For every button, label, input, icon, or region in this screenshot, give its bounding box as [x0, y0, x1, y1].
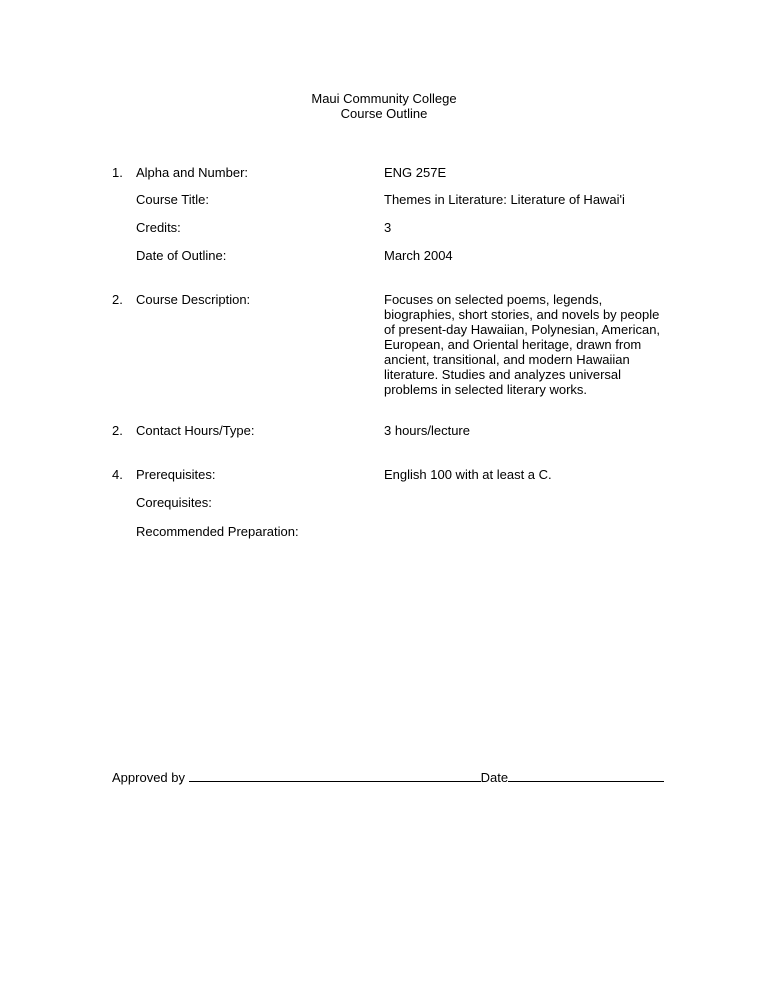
alpha-number-value: ENG 257E	[384, 165, 447, 180]
alpha-number-label: Alpha and Number:	[136, 165, 249, 180]
date-of-outline-label: Date of Outline:	[136, 248, 227, 263]
item-number: 2.	[112, 423, 123, 438]
item-number: 1.	[112, 165, 123, 180]
document-header	[0, 91, 768, 121]
credits-value: 3	[384, 220, 392, 235]
corequisites-label: Corequisites:	[136, 495, 212, 510]
course-title-label: Course Title:	[136, 192, 209, 207]
prerequisites-label: Prerequisites:	[136, 467, 216, 482]
recommended-preparation-label: Recommended Preparation:	[136, 524, 299, 539]
date-of-outline-value: March 2004	[384, 248, 453, 263]
college-name: Maui Community College	[311, 91, 457, 106]
approval-line	[112, 769, 664, 785]
credits-label: Credits:	[136, 220, 181, 235]
approved-by-signature-line	[189, 769, 481, 782]
contact-hours-label: Contact Hours/Type:	[136, 423, 255, 438]
contact-hours-value: 3 hours/lecture	[384, 423, 470, 438]
course-title-value: Themes in Literature: Literature of Hawai'i	[384, 192, 625, 207]
document-type: Course Outline	[340, 106, 428, 121]
item-number: 4.	[112, 467, 123, 482]
item-number: 2.	[112, 292, 123, 307]
prerequisites-value: English 100 with at least a C.	[384, 467, 552, 482]
course-description-value: Focuses on selected poems, legends, biographies, short stories, and novels by people of present-day Hawaiian, Polynesian, American, European, and Oriental heritage, drawn from ancient, transitional, and modern Hawaiian literature. Studies and analyzes universal problems in selected literary works.	[384, 292, 661, 397]
course-description-label: Course Description:	[136, 292, 251, 307]
date-signature-line	[508, 769, 664, 782]
approved-by-label: Approved by	[112, 770, 185, 785]
date-label: Date	[480, 770, 509, 785]
